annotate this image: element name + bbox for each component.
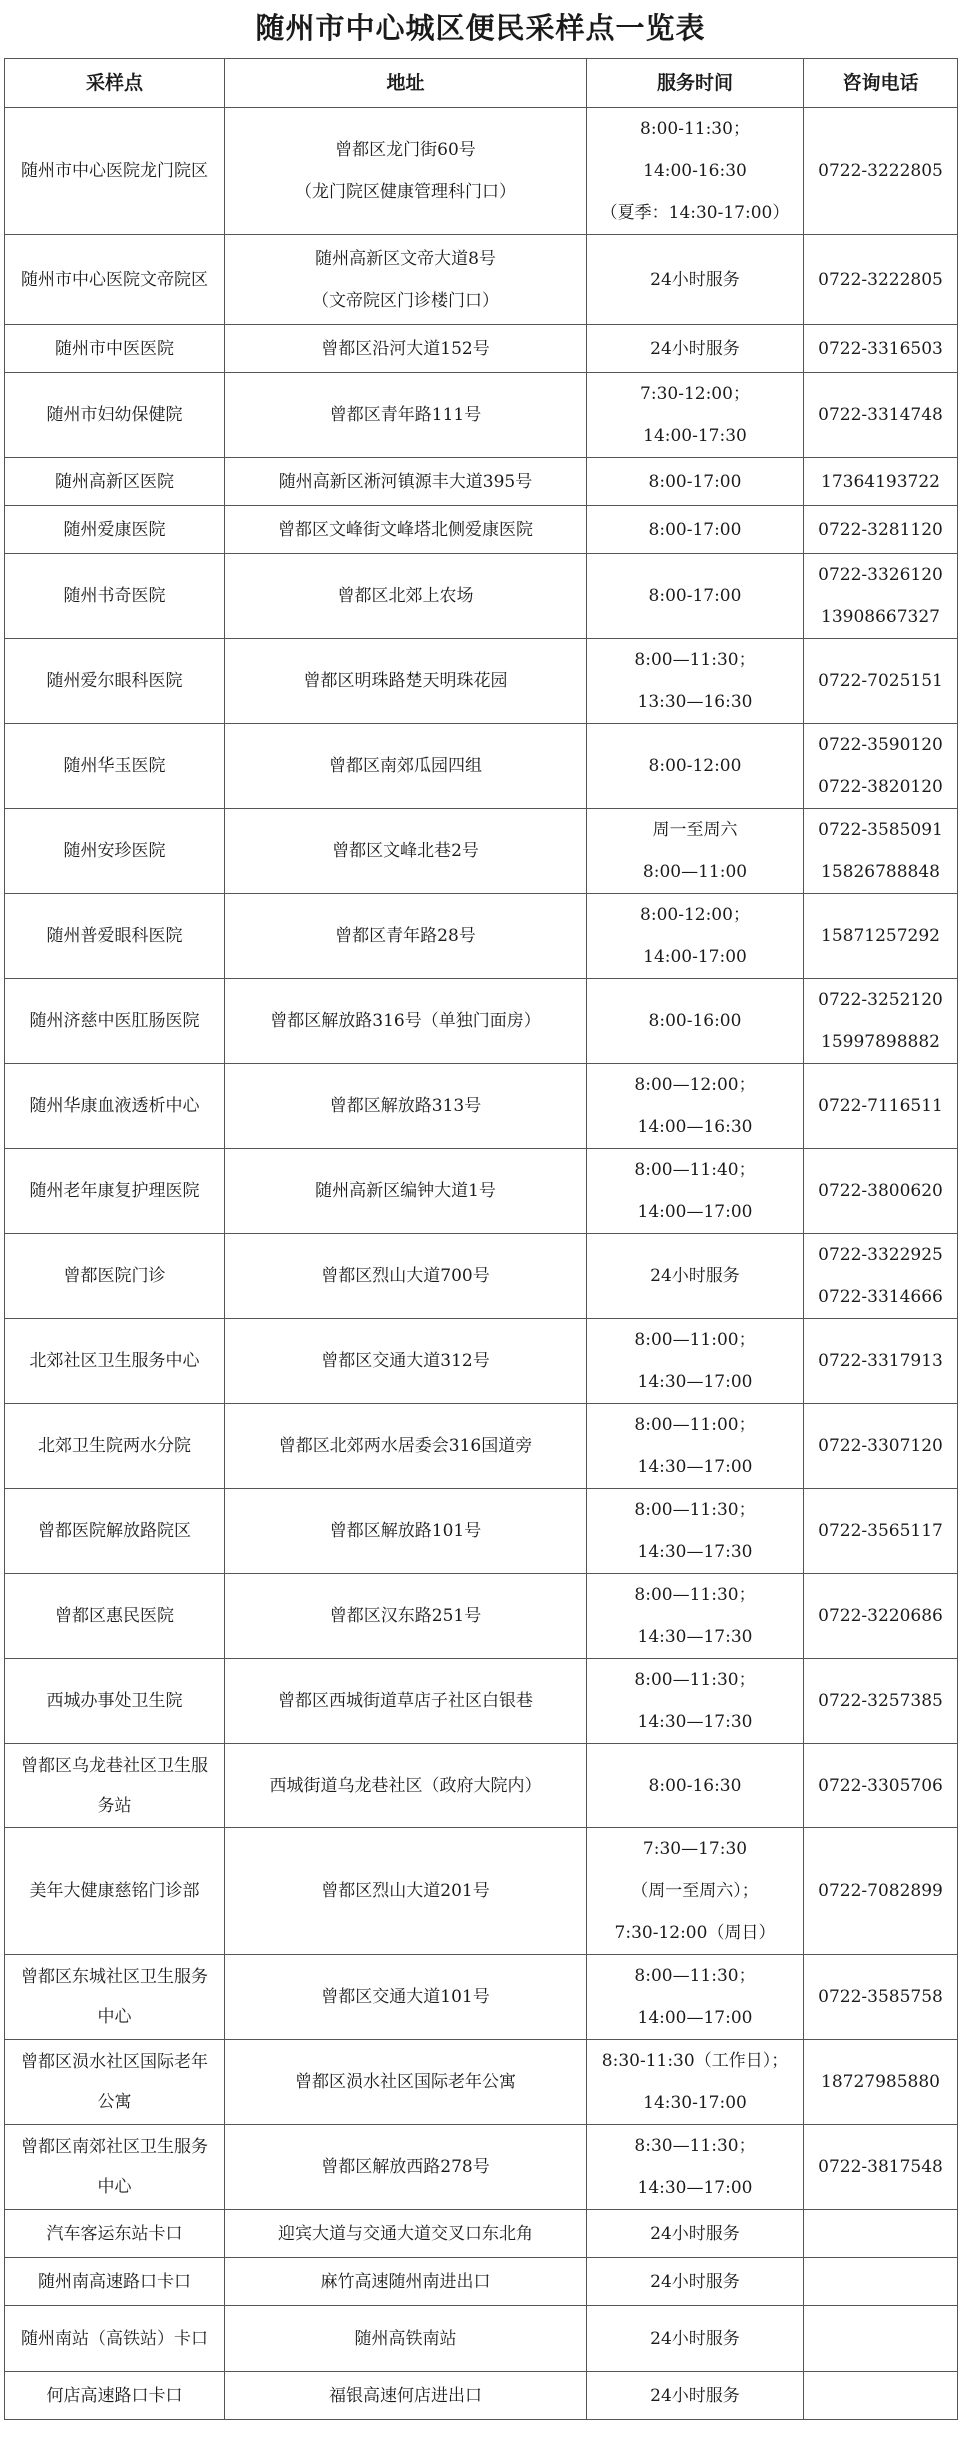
- table-row: [5, 979, 958, 1064]
- cell-phone: [804, 2125, 958, 2210]
- cell-address: [225, 1828, 587, 1955]
- cell-phone-line: 0722-3800620: [818, 1181, 943, 1201]
- cell-address: [225, 235, 587, 325]
- cell-address: [225, 1659, 587, 1744]
- cell-time-line: 8:00-11:30；: [640, 119, 750, 139]
- table-row: [5, 1149, 958, 1234]
- cell-time-line: 14:00-17:30: [643, 426, 747, 446]
- cell-phone: [804, 373, 958, 458]
- cell-phone: [804, 1489, 958, 1574]
- cell-address: [225, 1234, 587, 1319]
- cell-address: [225, 1149, 587, 1234]
- cell-phone-line: 0722-3252120: [818, 990, 943, 1010]
- cell-address: [225, 2040, 587, 2125]
- cell-point: [5, 373, 225, 458]
- cell-time-line: 8:30-11:30（工作日）；: [601, 2051, 789, 2071]
- table-row: [5, 639, 958, 724]
- cell-point-line: 随州高新区医院: [55, 471, 174, 492]
- cell-point-line: 中心: [97, 2007, 132, 2027]
- cell-address: [225, 979, 587, 1064]
- cell-time: [587, 1659, 804, 1744]
- table-row: [5, 506, 958, 554]
- cell-phone-line: 15997898882: [821, 1032, 940, 1052]
- cell-point: [5, 1659, 225, 1744]
- cell-point: [5, 554, 225, 639]
- cell-phone: [804, 1404, 958, 1489]
- cell-phone: [804, 506, 958, 554]
- table-row: [5, 2306, 958, 2372]
- table-row: [5, 2258, 958, 2306]
- cell-time-line: 8:00—11:30；: [634, 650, 756, 670]
- cell-address-line: 曾都区北郊两水居委会316国道旁: [278, 1436, 533, 1456]
- cell-point-line: 西城办事处卫生院: [46, 1691, 183, 1711]
- cell-address: [225, 2258, 587, 2306]
- cell-phone: [804, 235, 958, 325]
- cell-time: [587, 1574, 804, 1659]
- cell-point: [5, 1319, 225, 1404]
- table-row: [5, 809, 958, 894]
- cell-time-line: 24小时服务: [650, 269, 740, 290]
- cell-phone-line: 0722-3565117: [818, 1521, 943, 1541]
- cell-address: [225, 1404, 587, 1489]
- cell-point-line: 随州南高速路口卡口: [38, 2271, 191, 2292]
- cell-point: [5, 2210, 225, 2258]
- table-row: [5, 1319, 958, 1404]
- cell-point: [5, 1955, 225, 2040]
- cell-time-line: 8:00—11:00；: [634, 1330, 756, 1350]
- cell-point-line: 随州市中心医院文帝院区: [21, 269, 208, 290]
- cell-address: [225, 639, 587, 724]
- cell-time: [587, 458, 804, 506]
- cell-phone-line: 13908667327: [821, 607, 940, 627]
- cell-address-line: 曾都区烈山大道700号: [321, 1266, 490, 1286]
- cell-point: [5, 2372, 225, 2420]
- cell-phone-line: 0722-3222805: [818, 269, 943, 290]
- cell-address: [225, 1744, 587, 1828]
- cell-address-line: 曾都区解放路316号（单独门面房）: [270, 1011, 541, 1031]
- table-row: [5, 1404, 958, 1489]
- cell-point-line: 随州南站（高铁站）卡口: [21, 2328, 208, 2349]
- cell-point: [5, 724, 225, 809]
- cell-time: [587, 325, 804, 373]
- cell-address-line: 曾都区解放路313号: [329, 1096, 482, 1116]
- cell-point: [5, 809, 225, 894]
- cell-time: [587, 1404, 804, 1489]
- cell-point-line: 汽车客运东站卡口: [46, 2223, 183, 2244]
- cell-address-line: 曾都区文峰街文峰塔北侧爱康医院: [278, 519, 533, 540]
- cell-time-line: 8:00-17:00: [648, 519, 742, 540]
- cell-phone-line: 0722-3222805: [818, 161, 943, 181]
- cell-time-line: 8:00—11:30；: [634, 1670, 756, 1690]
- cell-point-line: 随州老年康复护理医院: [29, 1181, 200, 1201]
- column-header-time: 服务时间: [587, 59, 804, 108]
- table-row: [5, 1234, 958, 1319]
- table-row: [5, 1489, 958, 1574]
- cell-time-line: 8:30—11:30；: [634, 2136, 756, 2156]
- cell-phone: [804, 554, 958, 639]
- table-row: [5, 2040, 958, 2125]
- cell-phone-line: 0722-3314666: [818, 1287, 943, 1307]
- cell-time: [587, 1064, 804, 1149]
- cell-time: [587, 894, 804, 979]
- column-header-address: 地址: [225, 59, 587, 108]
- cell-address-line: 曾都区青年路111号: [329, 405, 482, 425]
- cell-point-line: 曾都区涢水社区国际老年: [21, 2052, 208, 2072]
- cell-phone: [804, 2040, 958, 2125]
- cell-time: [587, 2372, 804, 2420]
- cell-time: [587, 1319, 804, 1404]
- table-row: [5, 2372, 958, 2420]
- cell-time-line: 14:00—16:30: [637, 1117, 753, 1137]
- cell-address-line: 曾都区沿河大道152号: [321, 338, 490, 359]
- cell-point: [5, 2258, 225, 2306]
- cell-address-line: 随州高新区编钟大道1号: [315, 1181, 496, 1201]
- cell-address: [225, 1064, 587, 1149]
- cell-phone: [804, 1574, 958, 1659]
- cell-point: [5, 2306, 225, 2372]
- cell-time: [587, 235, 804, 325]
- cell-address-line: 曾都区交通大道101号: [321, 1987, 490, 2007]
- cell-phone-line: 0722-3281120: [818, 519, 943, 540]
- cell-time-line: 14:30—17:30: [637, 1542, 753, 1562]
- cell-address-line: （龙门院区健康管理科门口）: [295, 182, 516, 202]
- cell-point-line: 曾都区乌龙巷社区卫生服: [21, 1755, 208, 1776]
- cell-phone: [804, 894, 958, 979]
- cell-phone: [804, 724, 958, 809]
- cell-address-line: 麻竹高速随州南进出口: [320, 2271, 491, 2292]
- cell-phone-line: 0722-7116511: [818, 1096, 943, 1116]
- cell-time: [587, 724, 804, 809]
- cell-address-line: 曾都区西城街道草店子社区白银巷: [278, 1691, 533, 1711]
- cell-phone: [804, 809, 958, 894]
- cell-point-line: 曾都医院门诊: [63, 1266, 166, 1286]
- cell-point: [5, 2125, 225, 2210]
- cell-point-line: 北郊卫生院两水分院: [38, 1436, 191, 1456]
- cell-point: [5, 979, 225, 1064]
- cell-phone: [804, 108, 958, 235]
- cell-time-line: 24小时服务: [650, 2385, 740, 2406]
- cell-phone-line: 18727985880: [821, 2072, 940, 2092]
- cell-point-line: 随州书奇医院: [63, 586, 166, 606]
- cell-point: [5, 235, 225, 325]
- cell-address-line: 迎宾大道与交通大道交叉口东北角: [278, 2223, 533, 2244]
- cell-phone-line: 15826788848: [821, 862, 940, 882]
- cell-time-line: 24小时服务: [650, 338, 740, 359]
- cell-time-line: 14:30—17:00: [637, 2178, 753, 2198]
- cell-point-line: 曾都区东城社区卫生服务: [21, 1967, 208, 1987]
- cell-point: [5, 639, 225, 724]
- cell-time: [587, 639, 804, 724]
- cell-phone: [804, 2258, 958, 2306]
- cell-point: [5, 1828, 225, 1955]
- cell-phone: [804, 458, 958, 506]
- cell-time-line: 7:30-12:00；: [640, 384, 750, 404]
- cell-time-line: 8:00—11:30；: [634, 1500, 756, 1520]
- table-row: [5, 235, 958, 325]
- cell-point-line: 北郊社区卫生服务中心: [29, 1351, 200, 1371]
- cell-point: [5, 506, 225, 554]
- cell-phone: [804, 1234, 958, 1319]
- cell-time: [587, 1149, 804, 1234]
- cell-address-line: 曾都区北郊上农场: [337, 586, 474, 606]
- table-row: [5, 724, 958, 809]
- cell-point: [5, 1234, 225, 1319]
- cell-address-line: 随州高新区文帝大道8号: [315, 248, 496, 269]
- cell-point-line: 美年大健康慈铭门诊部: [29, 1881, 200, 1901]
- cell-point: [5, 1404, 225, 1489]
- cell-time: [587, 1955, 804, 2040]
- cell-time-line: 8:00-17:00: [648, 586, 742, 606]
- cell-time-line: 7:30-12:00（周日）: [614, 1923, 776, 1943]
- cell-time-line: 8:00—11:00: [642, 862, 748, 882]
- cell-point: [5, 1489, 225, 1574]
- cell-point: [5, 108, 225, 235]
- cell-time-line: （周一至周六）；: [631, 1881, 759, 1901]
- table-row: [5, 2125, 958, 2210]
- cell-phone-line: 0722-3820120: [818, 777, 943, 797]
- cell-point-line: 随州爱康医院: [63, 519, 166, 540]
- cell-phone-line: 0722-3326120: [818, 565, 943, 585]
- cell-phone-line: 0722-3305706: [818, 1775, 943, 1796]
- cell-point: [5, 458, 225, 506]
- cell-time-line: 8:00-16:00: [648, 1011, 742, 1031]
- table-body: [5, 108, 958, 2420]
- cell-point: [5, 1744, 225, 1828]
- cell-phone: [804, 1149, 958, 1234]
- cell-time: [587, 979, 804, 1064]
- cell-phone: [804, 979, 958, 1064]
- cell-time-line: 14:30—17:30: [637, 1627, 753, 1647]
- cell-address-line: （文帝院区门诊楼门口）: [312, 290, 499, 311]
- table-row: [5, 1064, 958, 1149]
- cell-time: [587, 2258, 804, 2306]
- page-title: 随州市中心城区便民采样点一览表: [255, 11, 706, 45]
- cell-point-line: 曾都区南郊社区卫生服务: [21, 2137, 208, 2157]
- cell-address-line: 曾都区龙门街60号: [335, 140, 476, 160]
- table-row: [5, 554, 958, 639]
- cell-time: [587, 2210, 804, 2258]
- cell-time: [587, 554, 804, 639]
- cell-time-line: 14:30—17:00: [637, 1372, 753, 1392]
- cell-phone-line: 0722-7025151: [818, 671, 943, 691]
- cell-phone: [804, 1828, 958, 1955]
- cell-address-line: 曾都区涢水社区国际老年公寓: [295, 2072, 516, 2092]
- table-header-row: [5, 59, 958, 108]
- cell-phone: [804, 325, 958, 373]
- table-row: [5, 373, 958, 458]
- cell-point: [5, 894, 225, 979]
- cell-time: [587, 809, 804, 894]
- cell-phone-line: 0722-3316503: [818, 338, 943, 359]
- cell-phone-line: 0722-3220686: [818, 1606, 943, 1626]
- cell-point: [5, 1574, 225, 1659]
- cell-address: [225, 108, 587, 235]
- cell-address: [225, 1489, 587, 1574]
- cell-address: [225, 2306, 587, 2372]
- cell-phone: [804, 1955, 958, 2040]
- table-row: [5, 1574, 958, 1659]
- cell-address-line: 西城街道乌龙巷社区（政府大院内）: [269, 1775, 542, 1796]
- cell-phone-line: 0722-3590120: [818, 735, 943, 755]
- cell-address: [225, 373, 587, 458]
- cell-time-line: 8:00—11:40；: [634, 1160, 756, 1180]
- cell-time-line: 8:00-12:00: [648, 756, 742, 776]
- cell-address: [225, 458, 587, 506]
- table-row: [5, 1659, 958, 1744]
- cell-time-line: 8:00-16:30: [648, 1775, 742, 1796]
- cell-address-line: 曾都区交通大道312号: [321, 1351, 490, 1371]
- cell-point-line: 随州市中心医院龙门院区: [21, 161, 208, 181]
- cell-address: [225, 2372, 587, 2420]
- cell-phone: [804, 1744, 958, 1828]
- cell-address: [225, 554, 587, 639]
- cell-point-line: 随州华玉医院: [63, 756, 166, 776]
- cell-time-line: 14:00—17:00: [637, 2008, 753, 2028]
- cell-time-line: 14:30—17:30: [637, 1712, 753, 1732]
- cell-address-line: 曾都区南郊瓜园四组: [329, 756, 482, 776]
- cell-time-line: 周一至周六: [652, 820, 738, 840]
- cell-phone: [804, 1659, 958, 1744]
- cell-time: [587, 1828, 804, 1955]
- cell-point-line: 何店高速路口卡口: [46, 2385, 183, 2406]
- cell-time-line: 14:00-17:00: [643, 947, 747, 967]
- cell-time-line: 24小时服务: [650, 2271, 740, 2292]
- cell-point-line: 曾都区惠民医院: [55, 1606, 174, 1626]
- cell-phone-line: 0722-3585758: [818, 1987, 943, 2007]
- cell-point: [5, 1064, 225, 1149]
- cell-point-line: 随州华康血液透析中心: [29, 1096, 200, 1116]
- cell-time-line: 8:00—11:00；: [634, 1415, 756, 1435]
- cell-time-line: 7:30—17:30: [642, 1839, 748, 1859]
- cell-point-line: 随州爱尔眼科医院: [46, 671, 183, 691]
- cell-time-line: 14:30—17:00: [637, 1457, 753, 1477]
- cell-phone: [804, 2306, 958, 2372]
- cell-time: [587, 1744, 804, 1828]
- sampling-points-table: [4, 58, 958, 2420]
- column-header-point: 采样点: [5, 59, 225, 108]
- cell-address: [225, 2125, 587, 2210]
- cell-address: [225, 506, 587, 554]
- cell-point-line: 公寓: [97, 2092, 132, 2112]
- cell-address: [225, 2210, 587, 2258]
- cell-address: [225, 325, 587, 373]
- cell-time-line: 14:00-16:30: [643, 161, 747, 181]
- cell-point-line: 中心: [97, 2177, 132, 2197]
- cell-time: [587, 1234, 804, 1319]
- cell-address: [225, 1574, 587, 1659]
- cell-phone-line: 0722-3307120: [818, 1436, 943, 1456]
- cell-time: [587, 2040, 804, 2125]
- cell-time-line: 8:00—11:30；: [634, 1585, 756, 1605]
- cell-time-line: 14:00—17:00: [637, 1202, 753, 1222]
- cell-address-line: 曾都区解放西路278号: [321, 2157, 490, 2177]
- table-row: [5, 108, 958, 235]
- cell-phone: [804, 2210, 958, 2258]
- table-row: [5, 458, 958, 506]
- cell-phone: [804, 1064, 958, 1149]
- column-header-phone: 咨询电话: [804, 59, 958, 108]
- cell-phone-line: 0722-3314748: [818, 405, 943, 425]
- cell-time-line: 13:30—16:30: [637, 692, 753, 712]
- table-row: [5, 325, 958, 373]
- cell-time: [587, 2306, 804, 2372]
- cell-address-line: 曾都区文峰北巷2号: [332, 841, 479, 861]
- cell-phone: [804, 2372, 958, 2420]
- cell-address-line: 随州高新区淅河镇源丰大道395号: [278, 471, 533, 492]
- cell-phone-line: 0722-3317913: [818, 1351, 943, 1371]
- cell-phone: [804, 639, 958, 724]
- cell-point-line: 随州市妇幼保健院: [46, 405, 183, 425]
- cell-time: [587, 2125, 804, 2210]
- table-row: [5, 1744, 958, 1828]
- cell-time: [587, 373, 804, 458]
- cell-time-line: 24小时服务: [650, 2328, 740, 2349]
- cell-point: [5, 1149, 225, 1234]
- cell-phone: [804, 1319, 958, 1404]
- cell-point-line: 随州市中医医院: [55, 338, 174, 359]
- cell-time: [587, 506, 804, 554]
- cell-phone-line: 0722-3817548: [818, 2157, 943, 2177]
- cell-time-line: 8:00—11:30；: [634, 1966, 756, 1986]
- cell-time: [587, 108, 804, 235]
- cell-point-line: 随州安珍医院: [63, 841, 166, 861]
- cell-point-line: 曾都医院解放路院区: [38, 1521, 191, 1541]
- cell-phone-line: 0722-7082899: [818, 1881, 943, 1901]
- cell-phone-line: 17364193722: [821, 471, 940, 492]
- cell-phone-line: 0722-3257385: [818, 1691, 943, 1711]
- cell-address: [225, 1319, 587, 1404]
- cell-phone-line: 15871257292: [821, 926, 940, 946]
- cell-point: [5, 325, 225, 373]
- table-row: [5, 1828, 958, 1955]
- cell-address-line: 曾都区解放路101号: [329, 1521, 482, 1541]
- cell-address-line: 福银高速何店进出口: [329, 2385, 482, 2406]
- table-row: [5, 1955, 958, 2040]
- cell-address: [225, 809, 587, 894]
- cell-address: [225, 894, 587, 979]
- cell-address-line: 曾都区青年路28号: [335, 926, 476, 946]
- cell-address-line: 曾都区烈山大道201号: [321, 1881, 490, 1901]
- cell-address: [225, 1955, 587, 2040]
- cell-point: [5, 2040, 225, 2125]
- table-row: [5, 2210, 958, 2258]
- cell-time-line: 24小时服务: [650, 1266, 740, 1286]
- cell-time: [587, 1489, 804, 1574]
- cell-address-line: 随州高铁南站: [354, 2328, 457, 2349]
- cell-time-line: （夏季：14:30-17:00）: [600, 203, 790, 223]
- cell-time-line: 24小时服务: [650, 2223, 740, 2244]
- cell-address-line: 曾都区明珠路楚天明珠花园: [303, 671, 508, 691]
- cell-time-line: 8:00—12:00；: [634, 1075, 756, 1095]
- cell-phone-line: 0722-3585091: [818, 820, 943, 840]
- cell-time-line: 8:00-17:00: [648, 471, 742, 492]
- cell-phone-line: 0722-3322925: [818, 1245, 943, 1265]
- table-row: [5, 894, 958, 979]
- cell-time-line: 14:30-17:00: [643, 2093, 747, 2113]
- cell-point-line: 随州普爱眼科医院: [46, 926, 183, 946]
- cell-point-line: 随州济慈中医肛肠医院: [29, 1011, 200, 1031]
- cell-address: [225, 724, 587, 809]
- cell-point-line: 务站: [97, 1795, 132, 1816]
- cell-time-line: 8:00-12:00；: [640, 905, 750, 925]
- cell-address-line: 曾都区汉东路251号: [329, 1606, 482, 1626]
